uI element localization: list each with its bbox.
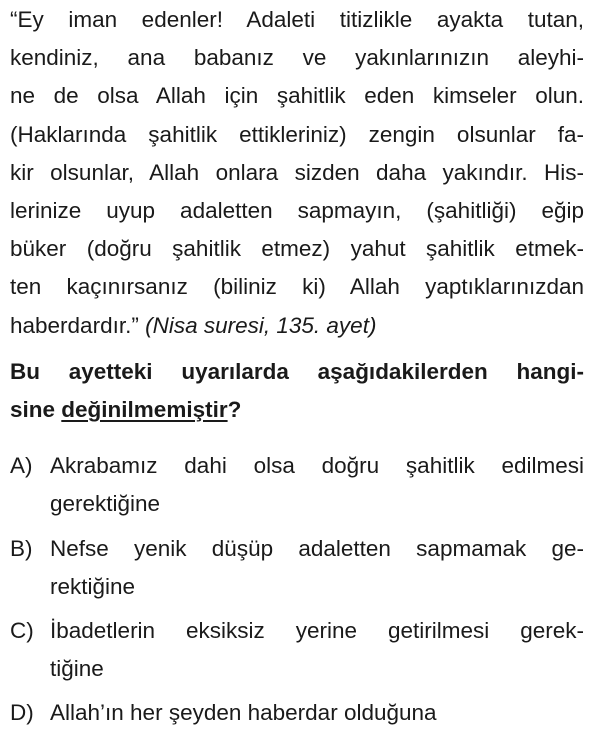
option-text: Allah’ın her şeyden haberdar olduğuna: [50, 700, 437, 726]
option-b[interactable]: [10, 530, 584, 606]
answer-options: [10, 447, 584, 732]
passage-last-line: [10, 307, 584, 345]
question-mark: ?: [227, 397, 242, 423]
question-stem: [10, 353, 584, 429]
passage-line: kendiniz, ana babanız ve yakınlarınızın aleyhi-: [10, 45, 584, 71]
passage-line: kir olsunlar, Allah onlara sizden daha yakındır. His-: [10, 159, 584, 185]
option-c[interactable]: [10, 612, 584, 688]
option-letter: D): [10, 700, 34, 726]
option-text-continued: rektiğine: [50, 573, 136, 599]
question-emphasis: değinilmemiştir: [61, 397, 228, 423]
question-line: Bu ayetteki uyarılarda aşağıdakilerden hangi-: [10, 358, 584, 384]
passage-line: büker (doğru şahitlik etmez) yahut şahitlik etmek-: [10, 236, 584, 262]
passage-line: lerinize uyup adaletten sapmayın, (şahitliği) eğip: [10, 198, 584, 224]
option-d[interactable]: [10, 694, 584, 732]
question-line2-prefix: sine: [10, 397, 56, 423]
passage-line: (Haklarında şahitlik ettikleriniz) zengin olsunlar fa-: [10, 121, 584, 147]
question-line: [10, 391, 584, 429]
option-text: İbadetlerin eksiksiz yerine getirilmesi gerek-: [50, 618, 584, 644]
option-letter: B): [10, 535, 33, 561]
passage-line: ten kaçınırsanız (biliniz ki) Allah yaptıklarınızdan: [10, 274, 584, 300]
option-letter: C): [10, 618, 34, 644]
passage-line: ne de olsa Allah için şahitlik eden kimseler olun.: [10, 83, 584, 109]
option-a[interactable]: [10, 447, 584, 523]
option-text: Akrabamız dahi olsa doğru şahitlik edilmesi: [50, 453, 584, 479]
option-letter: A): [10, 453, 33, 479]
passage-line-text: haberdardır.”: [10, 312, 139, 338]
question-page: [10, 0, 584, 739]
option-text-continued: tiğine: [50, 656, 104, 682]
verse-citation: (Nisa suresi, 135. ayet): [145, 312, 377, 338]
option-text-continued: gerektiğine: [50, 491, 161, 517]
passage-line: “Ey iman edenler! Adaleti titizlikle ayakta tutan,: [10, 7, 584, 32]
option-text: Nefse yenik düşüp adaletten sapmamak ge-: [50, 535, 584, 561]
verse-passage: [10, 0, 584, 345]
